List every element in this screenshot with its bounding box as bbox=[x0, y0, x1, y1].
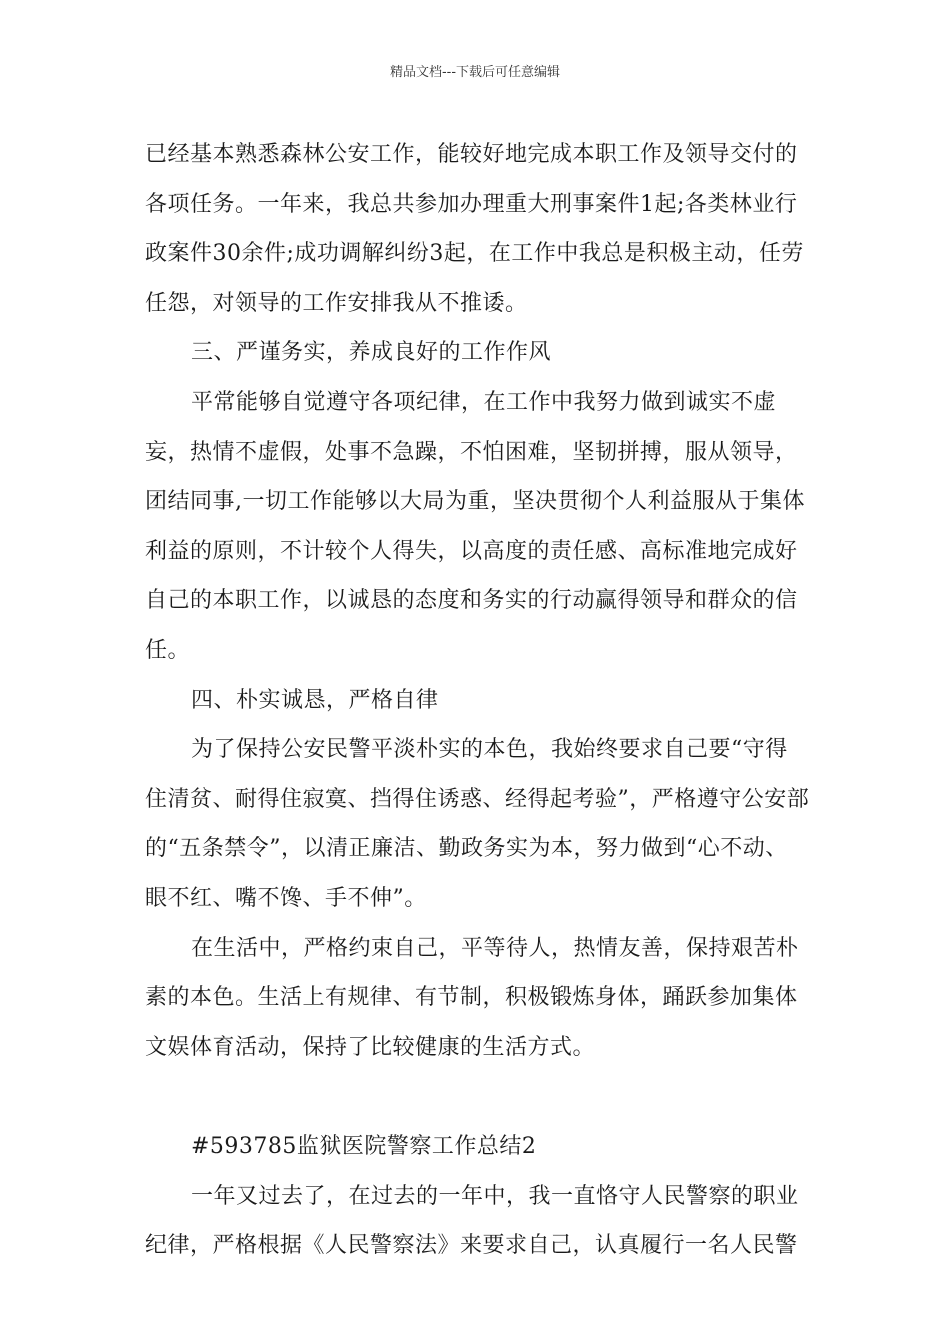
paragraph-self-discipline: 为了保持公安民警平淡朴实的本色，我始终要求自己要“守得住清贫、耐得住寂寞、挡得住诱惑、经得起考验”，严格遵守公安部的“五条禁令”，以清正廉洁、勤政务实为本，努力做到“心不动、眼不红、嘴不馋、手不伸”。 bbox=[145, 737, 810, 911]
section-gap bbox=[145, 1072, 810, 1122]
page-header-note: 精品文档---下载后可任意编辑 bbox=[389, 65, 561, 80]
document-body bbox=[145, 130, 810, 1271]
document-subtitle: #593785监狱医院警察工作总结2 bbox=[191, 1134, 537, 1160]
paragraph-new-year: 一年又过去了，在过去的一年中，我一直恪守人民警察的职业纪律，严格根据《人民警察法》来要求自己，认真履行一名人民警 bbox=[145, 1183, 799, 1259]
paragraph-discipline: 平常能够自觉遵守各项纪律，在工作中我努力做到诚实不虚妄，热情不虚假，处事不急躁，不怕困难，坚韧拼搏，服从领导，团结同事,一切工作能够以大局为重，坚决贯彻个人利益服从于集体利益的原则，不计较个人得失，以高度的责任感、高标准地完成好自己的本职工作，以诚恳的态度和务实的行动赢得领导和群众的信任。 bbox=[145, 389, 805, 663]
section-heading-three: 三、严谨务实，养成良好的工作作风 bbox=[191, 340, 552, 366]
paragraph-daily-life: 在生活中，严格约束自己，平等待人，热情友善，保持艰苦朴素的本色。生活上有规律、有节制，积极锻炼身体，踊跃参加集体文娱体育活动，保持了比较健康的生活方式。 bbox=[145, 935, 799, 1060]
paragraph-continued-work: 已经基本熟悉森林公安工作，能较好地完成本职工作及领导交付的各项任务。一年来，我总共参加办理重大刑事案件1起;各类林业行政案件30余件;成功调解纠纷3起，在工作中我总是积极主动，任劳任怨，对领导的工作安排我从不推诿。 bbox=[145, 142, 804, 316]
section-heading-four: 四、朴实诚恳，严格自律 bbox=[191, 687, 439, 713]
